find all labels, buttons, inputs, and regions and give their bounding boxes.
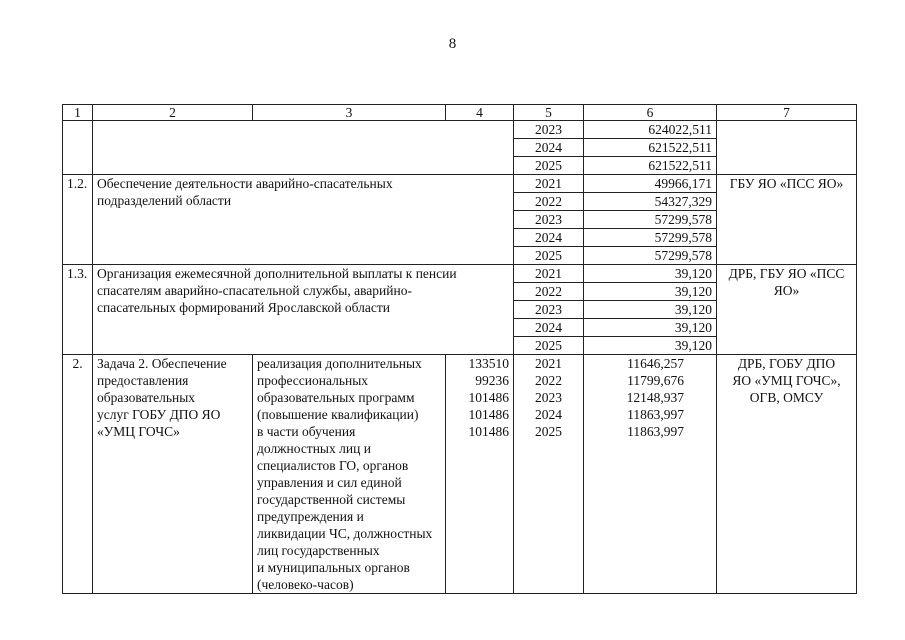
title-line: Организация ежемесячной дополнительной выплаты к пенсии xyxy=(97,266,457,281)
title-line: подразделений области xyxy=(97,193,232,208)
year-cell: 2025 xyxy=(514,247,584,265)
num-cell xyxy=(63,121,93,175)
task-line: «УМЦ ГОЧС» xyxy=(97,424,180,439)
indicator-line: (человеко-часов) xyxy=(257,577,354,592)
year-cell: 2024 xyxy=(514,229,584,247)
header-cell: 6 xyxy=(584,105,717,121)
executor-cell xyxy=(717,121,857,175)
executor-line: ОГВ, ОМСУ xyxy=(749,390,824,405)
executor-line: ДРБ, ГБУ ЯО «ПСС xyxy=(728,266,845,281)
year-cell: 2022 xyxy=(514,283,584,301)
amount-cell: 57299,578 xyxy=(584,211,717,229)
program-table xyxy=(62,104,857,594)
indicator-line: и муниципальных органов xyxy=(257,560,410,575)
amount-cell: 624022,511 xyxy=(584,121,717,139)
amount-cell: 39,120 xyxy=(584,301,717,319)
year-cell: 2022 xyxy=(514,193,584,211)
amount-cell: 39,120 xyxy=(584,319,717,337)
num-cell: 2. xyxy=(63,355,93,594)
executor-line: ДРБ, ГОБУ ДПО xyxy=(737,356,836,371)
amount-cell: 39,120 xyxy=(584,337,717,355)
task-line: Задача 2. Обеспечение xyxy=(97,356,227,371)
executor-cell xyxy=(717,175,857,265)
executor-cell xyxy=(717,265,857,355)
executor-line: ЯО» xyxy=(773,283,800,298)
indicator-line: специалистов ГО, органов xyxy=(257,458,409,473)
amount-line: 11646,257 xyxy=(627,356,684,371)
num-cell: 1.3. xyxy=(63,265,93,355)
value-line: 133510 xyxy=(468,356,509,371)
indicator-line: предупреждения и xyxy=(257,509,364,524)
year-line: 2022 xyxy=(535,373,562,388)
header-cell: 7 xyxy=(717,105,857,121)
indicator-line: образовательных программ xyxy=(257,390,415,405)
task-line: услуг ГОБУ ДПО ЯО xyxy=(97,407,221,422)
task-line: образовательных xyxy=(97,390,196,405)
year-cell: 2021 xyxy=(514,175,584,193)
table-row xyxy=(63,355,857,594)
amount-cell: 57299,578 xyxy=(584,229,717,247)
amount-line: 11863,997 xyxy=(627,407,684,422)
years-cell xyxy=(514,355,584,594)
indicator-line: профессиональных xyxy=(257,373,369,388)
indicator-line: должностных лиц и xyxy=(257,441,371,456)
executor-cell xyxy=(717,355,857,594)
task-line: предоставления xyxy=(97,373,189,388)
value-line: 101486 xyxy=(468,390,509,405)
indicator-line: (повышение квалификации) xyxy=(257,407,419,422)
header-cell: 3 xyxy=(253,105,446,121)
value-line: 101486 xyxy=(468,407,509,422)
indicator-line: лиц государственных xyxy=(257,543,380,558)
table-row xyxy=(63,121,857,139)
year-line: 2023 xyxy=(535,390,562,405)
amount-cell: 57299,578 xyxy=(584,247,717,265)
title-line: Обеспечение деятельности аварийно-спасательных xyxy=(97,176,393,191)
executor-line: ГБУ ЯО «ПСС ЯО» xyxy=(729,176,844,191)
column-number-header xyxy=(63,105,857,121)
value-line: 99236 xyxy=(475,373,509,388)
indicator-line: государственной системы xyxy=(257,492,406,507)
year-cell: 2023 xyxy=(514,301,584,319)
title-line: спасателям аварийно-спасательной службы, аварийно- xyxy=(97,283,412,298)
year-line: 2024 xyxy=(535,407,562,422)
amount-cell: 49966,171 xyxy=(584,175,717,193)
header-cell: 1 xyxy=(63,105,93,121)
amount-cell: 621522,511 xyxy=(584,157,717,175)
title-line: спасательных формирований Ярославской области xyxy=(97,300,390,315)
year-cell: 2025 xyxy=(514,157,584,175)
year-cell: 2021 xyxy=(514,265,584,283)
amount-cell: 39,120 xyxy=(584,265,717,283)
year-cell: 2023 xyxy=(514,211,584,229)
amount-cell: 621522,511 xyxy=(584,139,717,157)
amount-cell: 54327,329 xyxy=(584,193,717,211)
year-cell: 2024 xyxy=(514,319,584,337)
indicator-line: реализация дополнительных xyxy=(257,356,422,371)
title-cell xyxy=(93,121,514,175)
executor-line: ЯО «УМЦ ГОЧС», xyxy=(732,373,841,388)
year-cell: 2023 xyxy=(514,121,584,139)
amount-line: 12148,937 xyxy=(626,390,684,405)
indicator-cell xyxy=(253,355,446,594)
year-cell: 2025 xyxy=(514,337,584,355)
amount-cell: 39,120 xyxy=(584,283,717,301)
indicator-line: ликвидации ЧС, должностных xyxy=(257,526,433,541)
title-cell xyxy=(93,265,514,355)
page-number: 8 xyxy=(448,36,457,52)
amounts-cell xyxy=(584,355,717,594)
amount-line: 11863,997 xyxy=(627,424,684,439)
year-cell: 2024 xyxy=(514,139,584,157)
table-row xyxy=(63,265,857,283)
num-cell: 1.2. xyxy=(63,175,93,265)
year-line: 2025 xyxy=(535,424,562,439)
indicator-line: управления и сил единой xyxy=(257,475,402,490)
amount-line: 11799,676 xyxy=(627,373,684,388)
year-line: 2021 xyxy=(535,356,562,371)
task-cell xyxy=(93,355,253,594)
header-cell: 4 xyxy=(446,105,514,121)
title-cell xyxy=(93,175,514,265)
header-cell: 2 xyxy=(93,105,253,121)
header-cell: 5 xyxy=(514,105,584,121)
table-row xyxy=(63,175,857,193)
values-cell xyxy=(446,355,514,594)
value-line: 101486 xyxy=(468,424,509,439)
indicator-line: в части обучения xyxy=(257,424,356,439)
